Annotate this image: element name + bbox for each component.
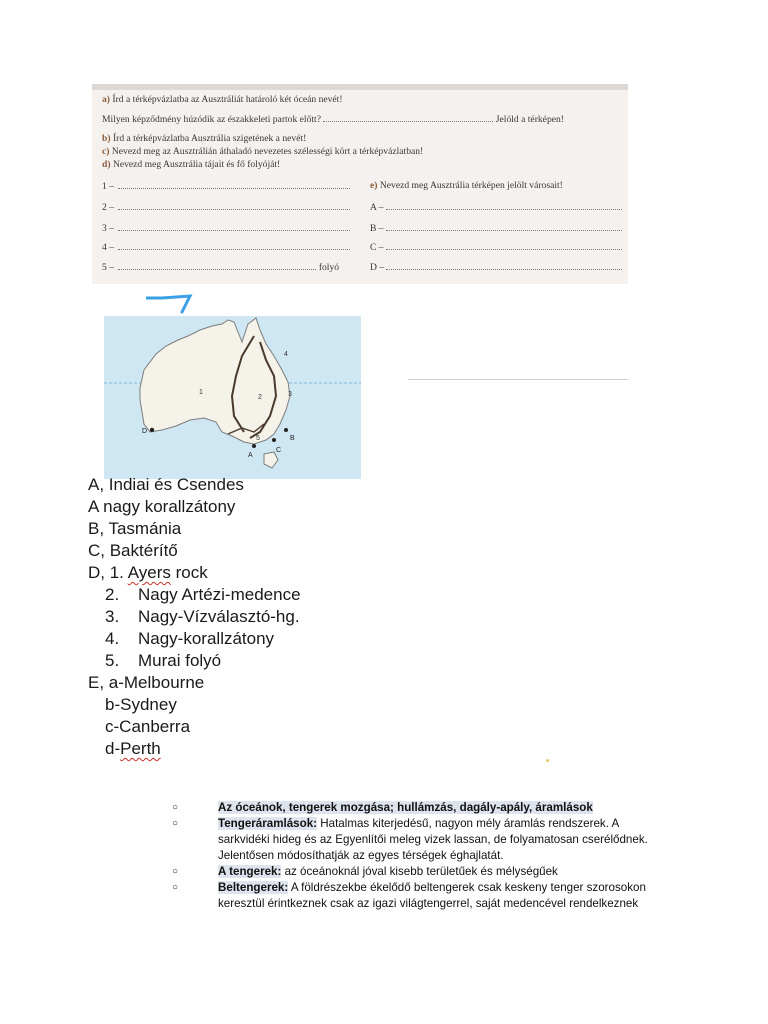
scan-top-edge: [92, 84, 628, 90]
item-number: 2.: [105, 585, 120, 604]
answer-e-a: E, a-Melbourne: [88, 673, 205, 692]
task-c-label: c): [102, 146, 110, 157]
answer-dots: [118, 180, 350, 189]
list-item: [370, 222, 622, 234]
answer-e-d-prefix: d-: [105, 739, 121, 758]
task-b-text: Írd a térképvázlatba Ausztrália szigetének a nevét!: [112, 133, 307, 144]
separator-line: [408, 379, 628, 380]
bullet-icon: ○: [172, 866, 179, 877]
item-text: Nagy Artézi-medence: [138, 585, 301, 604]
note-text: A földrészekbe ékelődő beltengerek csak keskeny tenger szorosokon keresztül érintkeznek csak az igazi világtengerrel, saját medencével rendelkeznek: [218, 881, 646, 910]
map-label: 1: [199, 389, 203, 396]
item-label: 3 –: [102, 223, 114, 234]
item-label: D –: [370, 262, 385, 273]
answer-e-c: c-Canberra: [105, 717, 191, 736]
list-item: [102, 201, 350, 213]
item-text: Nagy-Vízválasztó-hg.: [138, 607, 300, 626]
task-c-text: Nevezd meg az Ausztrálián áthaladó nevezetes szélességi kört a térképvázlatban!: [111, 146, 424, 157]
map-label: 4: [284, 351, 288, 358]
answer-dots: [386, 261, 622, 270]
pen-stroke: [146, 292, 196, 318]
map-label: 2: [258, 394, 262, 401]
task-e-text: Nevezd meg Ausztrália térképen jelölt városait!: [379, 180, 563, 191]
item-label: 1 –: [102, 181, 114, 192]
answer-d1: [88, 562, 208, 584]
bullet-icon: ○: [172, 818, 179, 829]
answer-c: C, Baktérítő: [88, 541, 178, 560]
list-item: [105, 628, 274, 650]
item-text: Nagy-korallzátony: [138, 629, 275, 648]
item-label: 5 –: [102, 262, 114, 273]
city-dot-c: [272, 438, 276, 442]
answer-dots: [118, 261, 316, 270]
task-a-label: a): [102, 94, 110, 105]
city-dot-d: [150, 428, 154, 432]
item-label: B –: [370, 223, 384, 234]
note-title: Tengeráramlások:: [218, 817, 318, 830]
item-label: A –: [370, 202, 384, 213]
list-item: [105, 606, 300, 628]
list-item: [102, 180, 350, 192]
task-a: [102, 94, 343, 105]
task-a-text: Írd a térképvázlatba az Ausztráliát határoló két óceán nevét!: [112, 94, 343, 105]
note-item: [172, 880, 664, 912]
item-label: 4 –: [102, 242, 114, 253]
task-c: [102, 146, 423, 157]
note-text: az óceánoknál jóval kisebb területűek és mélységűek: [281, 865, 558, 878]
worksheet-scan: [92, 84, 628, 284]
list-item: [102, 222, 350, 234]
list-item: [105, 584, 301, 606]
list-item: [370, 261, 622, 273]
answer-dots: [386, 201, 622, 210]
city-dot-b: [284, 428, 288, 432]
note-text: Hatalmas kiterjedésű, nagyon mély áramlás rendszerek. A sarkvidéki hideg és az Egyenlítői meleg vizek lassan, de folyamatosan cserélődnek. Jelentősen módosíthatják az egyes térségek éghajlatát.: [218, 817, 648, 862]
item-number: 3.: [105, 607, 120, 626]
city-label: D: [142, 428, 148, 435]
task-d: [102, 159, 280, 170]
task-a-question: [102, 113, 564, 125]
task-a-question-end: Jelöld a térképen!: [495, 114, 564, 125]
city-label: C: [276, 447, 282, 454]
city-dot-a: [252, 444, 256, 448]
answer-d1-word-ayers: Ayers: [127, 563, 171, 582]
task-d-text: Nevezd meg Ausztrália tájait és fő folyóját!: [112, 159, 281, 170]
task-e: [370, 180, 563, 191]
item-label: C –: [370, 242, 384, 253]
answer-dots: [118, 222, 350, 231]
list-item: [370, 241, 622, 253]
note-item: [172, 864, 664, 880]
list-item: [102, 241, 350, 253]
australia-map: [104, 316, 361, 479]
stray-dot: [546, 759, 549, 762]
item-number: 5.: [105, 651, 120, 670]
answer-e-d-word: Perth: [120, 739, 161, 758]
river-suffix: folyó: [318, 262, 340, 273]
notes-section: [172, 800, 664, 912]
task-e-label: e): [370, 180, 378, 191]
answer-dots: [118, 241, 350, 250]
answer-dots: [386, 222, 622, 231]
list-item: [105, 650, 221, 672]
city-label: B: [290, 435, 295, 442]
map-label: 5: [256, 435, 260, 442]
answer-d1-prefix: D, 1.: [88, 563, 124, 582]
answer-dots: [323, 113, 493, 122]
task-a-question-text: Milyen képződmény húzódik az északkeleti partok előtt?: [102, 114, 321, 125]
answer-dots: [118, 201, 350, 210]
item-text: Murai folyó: [138, 651, 222, 670]
task-b-label: b): [102, 133, 111, 144]
note-title: Beltengerek:: [218, 881, 289, 894]
item-label: 2 –: [102, 202, 114, 213]
list-item: [102, 261, 339, 273]
answer-e-b: b-Sydney: [105, 695, 177, 714]
answer-a: A, Indiai és Csendes: [88, 475, 244, 494]
note-item: [172, 816, 664, 864]
answer-a2: A nagy korallzátony: [88, 497, 236, 516]
map-label: 3: [288, 391, 292, 398]
answer-e-d: [105, 738, 161, 760]
list-item: [370, 201, 622, 213]
item-number: 4.: [105, 629, 120, 648]
task-b: [102, 133, 306, 144]
note-item: [172, 800, 664, 816]
note-title: A tengerek:: [218, 865, 282, 878]
task-d-label: d): [102, 159, 111, 170]
answer-b: B, Tasmánia: [88, 519, 182, 538]
note-title: Az óceánok, tengerek mozgása; hullámzás, dagály-apály, áramlások: [218, 801, 593, 814]
bullet-icon: ○: [172, 802, 179, 813]
answer-dots: [386, 241, 622, 250]
answer-d1-word-rock: rock: [175, 563, 208, 582]
city-label: A: [248, 452, 253, 459]
bullet-icon: ○: [172, 882, 179, 893]
